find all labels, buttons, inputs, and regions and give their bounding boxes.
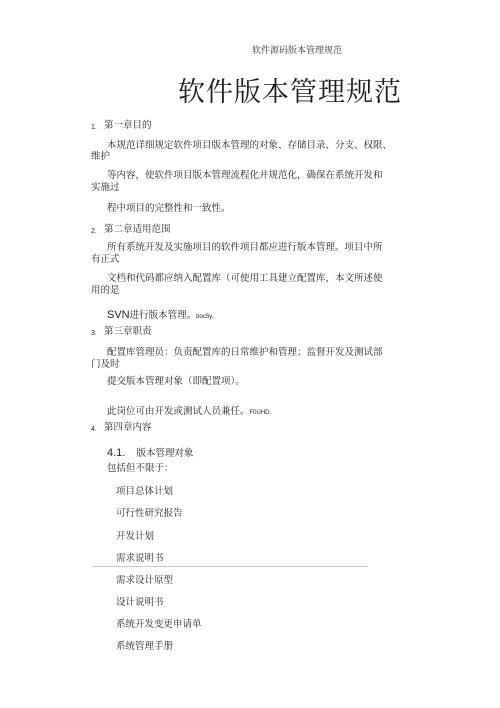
paragraph-line: 程中项目的完整性和一致性。 (107, 203, 231, 214)
code-mark: boc5y。 (196, 314, 219, 320)
paragraph-line: 等内容，使软件项目版本管理流程化并规范化，确保在系统开发和 (107, 170, 383, 181)
list-item: 项目总体计划 (116, 486, 174, 497)
list-item: 系统管理手册 (116, 641, 174, 652)
paragraph-line: 配置库管理员：负责配置库的日常维护和管理；监督开发及测试部 (107, 347, 383, 358)
divider (92, 566, 368, 567)
list-item: 需求设计原型 (116, 575, 174, 586)
subsection-title: 版本管理对象 (136, 448, 194, 459)
section-number: 2. (91, 228, 97, 235)
section-number: 3. (91, 330, 97, 337)
paragraph-line: 维护 (91, 151, 111, 162)
paragraph-text: 此岗位可由开发或测试人员兼任。 (107, 406, 250, 417)
section-heading: 第四章内容 (104, 422, 152, 433)
paragraph-line: 文档和代码都应纳入配置库（可使用工具建立配置库，本文所述使 (107, 273, 383, 284)
paragraph-line: 实施过 (91, 182, 120, 193)
page-title: 软件版本管理规范 (178, 77, 402, 108)
section-heading: 第三章职责 (104, 326, 152, 337)
section-number: 1. (91, 124, 97, 131)
paragraph-line: 用的是 (91, 285, 120, 296)
paragraph-line (107, 399, 276, 418)
list-intro: 包括但不限于： (107, 463, 174, 474)
paragraph-line: 有正式 (91, 254, 120, 265)
subsection-number: 4.1. (107, 447, 126, 459)
list-item: 开发计划 (116, 531, 155, 542)
paragraph-line: 本规范详细规定软件项目版本管理的对象、存储目录、分支、权限、 (107, 140, 393, 151)
list-item: 系统开发变更申请单 (116, 619, 202, 630)
paragraph-line (107, 303, 218, 322)
list-item: 设计说明书 (116, 597, 164, 608)
paragraph-line: 门及时 (91, 359, 120, 370)
list-item: 需求说明书 (116, 553, 164, 564)
running-header: 软件源码版本管理规范 (252, 46, 343, 56)
code-mark: F0UHD。 (249, 410, 276, 416)
paragraph-line: 所有系统开发及实施项目的软件项目都应进行版本管理。项目中所 (107, 242, 383, 253)
section-heading: 第二章适用范围 (104, 224, 171, 235)
list-item: 可行性研究报告 (116, 508, 183, 519)
svn-term: SVN (107, 309, 130, 321)
section-heading: 第一章目的 (104, 120, 152, 131)
section-number: 4. (91, 426, 97, 433)
subsection-heading (107, 441, 193, 460)
paragraph-line: 提交版本管理对象（即配置项）。 (107, 376, 245, 387)
paragraph-text: 进行版本管理。 (129, 310, 197, 321)
